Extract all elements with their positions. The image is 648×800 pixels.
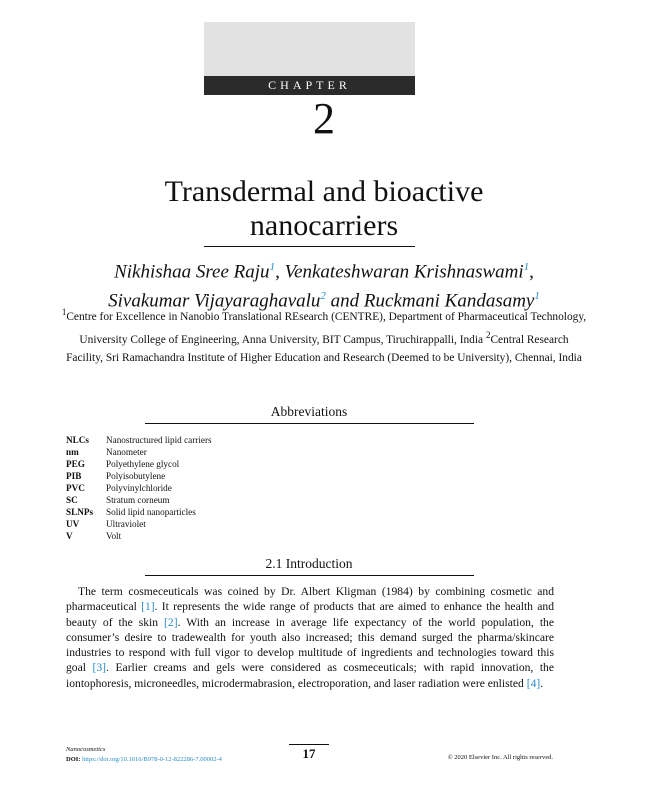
author-affil-sup: 1	[534, 290, 540, 303]
abbreviation-row	[66, 530, 212, 542]
abbr-key: PEG	[66, 459, 85, 469]
body-text: . It represents the wide range of products that are aimed to enhance the health and beauty of the skin	[66, 600, 554, 629]
citation-link[interactable]: [1]	[141, 600, 155, 614]
introduction-heading: 2.1 Introduction	[265, 556, 353, 571]
title-line-2: nanocarriers	[249, 209, 399, 242]
abbr-key: PIB	[66, 471, 82, 481]
body-text: The term cosmeceuticals was coined by Dr. Albert Kligman (1984) by combining cosmetic and pharmaceutical	[66, 585, 554, 614]
body-text: . Earlier creams and gels were considered as cosmeceuticals; with rapid innovation, the iontophoresis, microneedles, microdermabrasion, electroporation, and laser radiation were enlisted	[66, 661, 555, 690]
introduction-paragraph	[66, 584, 554, 691]
abbreviation-row	[66, 434, 212, 446]
abbreviation-row	[66, 518, 212, 530]
abbr-key: SLNPs	[66, 507, 94, 517]
affil-sup: 1	[61, 307, 67, 317]
author-name: Ruckmani Kandasamy	[363, 290, 535, 312]
author-line-1	[0, 255, 648, 284]
author-separator: ,	[275, 261, 285, 283]
abbr-full: Nanostructured lipid carriers	[106, 435, 212, 445]
doi-link[interactable]: https://doi.org/10.1016/B978-0-12-822286-7.00002-4	[82, 756, 222, 763]
author-affil-sup: 2	[320, 290, 326, 303]
author-separator: ,	[529, 261, 534, 283]
body-text: . With an increase in average life expectancy of the world population, the consumer’s desire to tradewealth for youth also increased; this demand surged the pharma/skincare industries to respond with full vigor to develop multitude of ingredients and technologies toward this goal	[66, 615, 554, 675]
abbreviations-rule	[145, 423, 474, 424]
affil-text: Centre for Excellence in Nanobio Translational REsearch (CENTRE), Department of Pharmaceutical Technology, University College of Engineering, Anna University, BIT Campus, Tiruchirappalli, India	[66, 310, 587, 346]
abbr-key: SC	[66, 495, 78, 505]
author-affil-sup: 1	[269, 261, 276, 273]
affil-text: Central Research Facility, Sri Ramachandra Institute of Higher Education and Research (Deemed to be University), Chennai, India	[66, 333, 582, 364]
citation-link[interactable]: [2]	[164, 615, 178, 629]
citation-link[interactable]: [3]	[92, 661, 107, 675]
abbreviation-row	[66, 458, 212, 470]
page-number: 17	[302, 746, 316, 761]
abbreviation-row	[66, 470, 212, 482]
abbr-full: Polyvinylchloride	[106, 483, 172, 493]
abbreviations-list	[66, 434, 212, 542]
abbreviation-row	[66, 506, 212, 518]
abbr-full: Nanometer	[106, 447, 147, 457]
title-line-1: Transdermal and bioactive	[164, 175, 484, 208]
abbreviation-row	[66, 446, 212, 458]
abbr-key: UV	[66, 519, 80, 529]
footer-rule	[289, 744, 329, 745]
abbr-key: PVC	[66, 483, 85, 493]
affil-sup: 2	[485, 329, 491, 340]
book-title: Nanocosmetics	[66, 746, 106, 753]
abbr-key: NLCs	[66, 435, 89, 445]
body-text: .	[540, 676, 544, 690]
chapter-title	[0, 175, 648, 243]
chapter-number: 2	[313, 94, 335, 143]
abbr-full: Polyethylene glycol	[106, 459, 180, 469]
abbreviation-row	[66, 494, 212, 506]
chapter-label: CHAPTER	[204, 76, 415, 95]
introduction-rule	[145, 575, 474, 576]
author-separator: and	[325, 290, 364, 312]
author-affil-sup: 1	[523, 261, 530, 273]
abbr-full: Volt	[106, 531, 122, 541]
abbreviations-heading: Abbreviations	[270, 404, 348, 419]
author-name: Venkateshwaran Krishnaswami	[284, 261, 524, 283]
author-name: Nikhishaa Sree Raju	[114, 261, 270, 283]
citation-link[interactable]: [4]	[526, 676, 541, 690]
abbr-key: V	[66, 531, 73, 541]
doi-label: DOI:	[66, 756, 83, 763]
abbr-full: Ultraviolet	[106, 519, 146, 529]
abbr-full: Polyisobutylene	[106, 471, 166, 481]
author-name: Sivakumar Vijayaraghavalu	[108, 290, 321, 312]
affiliations	[60, 303, 588, 367]
copyright: © 2020 Elsevier Inc. All rights reserved.	[447, 754, 553, 761]
title-divider	[204, 246, 415, 247]
abbr-full: Solid lipid nanoparticles	[106, 507, 196, 517]
abbreviation-row	[66, 482, 212, 494]
abbr-full: Stratum corneum	[106, 495, 170, 505]
abbr-key: nm	[66, 447, 79, 457]
